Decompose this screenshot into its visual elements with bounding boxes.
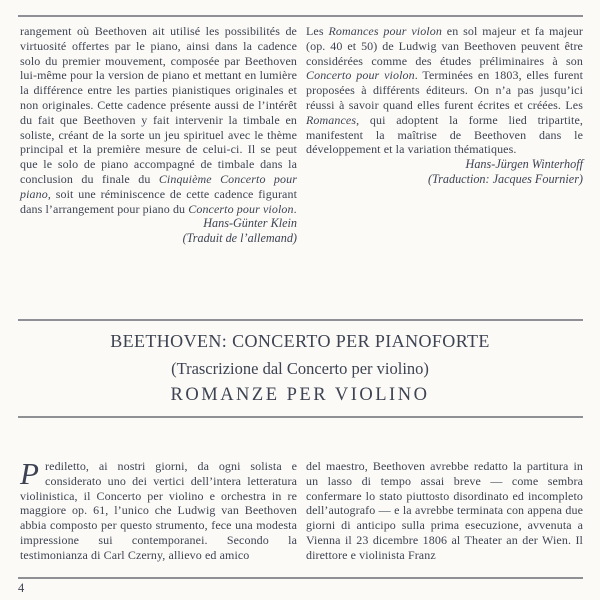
title-separator-bottom bbox=[18, 416, 583, 418]
title-separator-top bbox=[18, 319, 583, 321]
italian-left-text: rediletto, ai nostri giorni, da ogni solista e considerato uno dei vertici dell’intera letteratura violinistica, il Concerto per violino e orchestra in re maggiore op. 61, l’unico che Ludwig van Beethoven abbia composto per questo strumento, fece una modesta impressione sui contemporanei. Secondo la testimonianza di Carl Czerny, allievo ed amico bbox=[20, 459, 297, 562]
italian-right-column bbox=[306, 459, 583, 563]
french-right-signature: Hans-Jürgen Winterhoff bbox=[465, 157, 583, 172]
french-left-translation-note: (Traduit de l’allemand) bbox=[182, 231, 297, 246]
french-left-column bbox=[20, 24, 297, 246]
french-right-paragraph: Les Romances pour violon en sol majeur et fa majeur (op. 40 et 50) de Ludwig van Beethoven peuvent être considérées comme des études préliminaires à son Concerto pour violon. Terminées en 1803, elles furent proposées à différents éditeurs. On n’a pas jusqu’ici réussi à savoir quand elles furent écrites et créées. Les Romances, qui adoptent la forme lied tripartite, manifestent la maîtrise de Beethoven dans le développement et la variation thématiques. bbox=[306, 24, 583, 157]
french-right-translation-note: (Traduction: Jacques Fournier) bbox=[427, 172, 583, 187]
top-rule bbox=[18, 15, 583, 17]
title-block bbox=[0, 331, 600, 406]
footer-rule bbox=[18, 577, 583, 579]
french-left-signature: Hans-Günter Klein bbox=[203, 216, 297, 231]
title-secondary: ROMANZE PER VIOLINO bbox=[170, 385, 430, 405]
italian-left-paragraph bbox=[20, 456, 297, 563]
dropcap-letter: P bbox=[20, 456, 40, 491]
french-left-paragraph: rangement où Beethoven ait utilisé les possibilités de virtuosité offertes par le piano, ainsi dans la cadence solo du premier mouvement, composée par Beethoven lui-même pour la version de piano et mettant en lumière la différence entre les parties pianistiques originales et non originales. Cette cadence présente aussi de l’intérêt du fait que Beethoven y fait intervenir la timbale en soliste, créant de la sorte un jeu spirituel avec le thème principal et la première mesure de celui-ci. Il se peut que le solo de piano accompagné de timbale dans la conclusion du finale du Cinquième Concerto pour piano, soit une réminiscence de cette cadence figurant dans l’arrangement pour piano du Concerto pour violon. bbox=[20, 24, 297, 216]
title-subtitle: (Trascrizione dal Concerto per violino) bbox=[171, 359, 429, 378]
french-right-column bbox=[306, 24, 583, 187]
italian-left-column bbox=[20, 456, 297, 563]
title-main: BEETHOVEN: CONCERTO PER PIANOFORTE bbox=[110, 331, 490, 351]
italian-right-paragraph: del maestro, Beethoven avrebbe redatto la partitura in un lasso di tempo assai breve — come sembra confermare lo stato piuttosto disordinato ed incompleto dell’autografo — e la avrebbe terminata con appena due giorni di anticipo sulla prima esecuzione, avvenuta a Vienna il 23 dicembre 1806 al Theater an der Wien. Il direttore e violinista Franz bbox=[306, 459, 583, 562]
page-number: 4 bbox=[18, 581, 25, 595]
